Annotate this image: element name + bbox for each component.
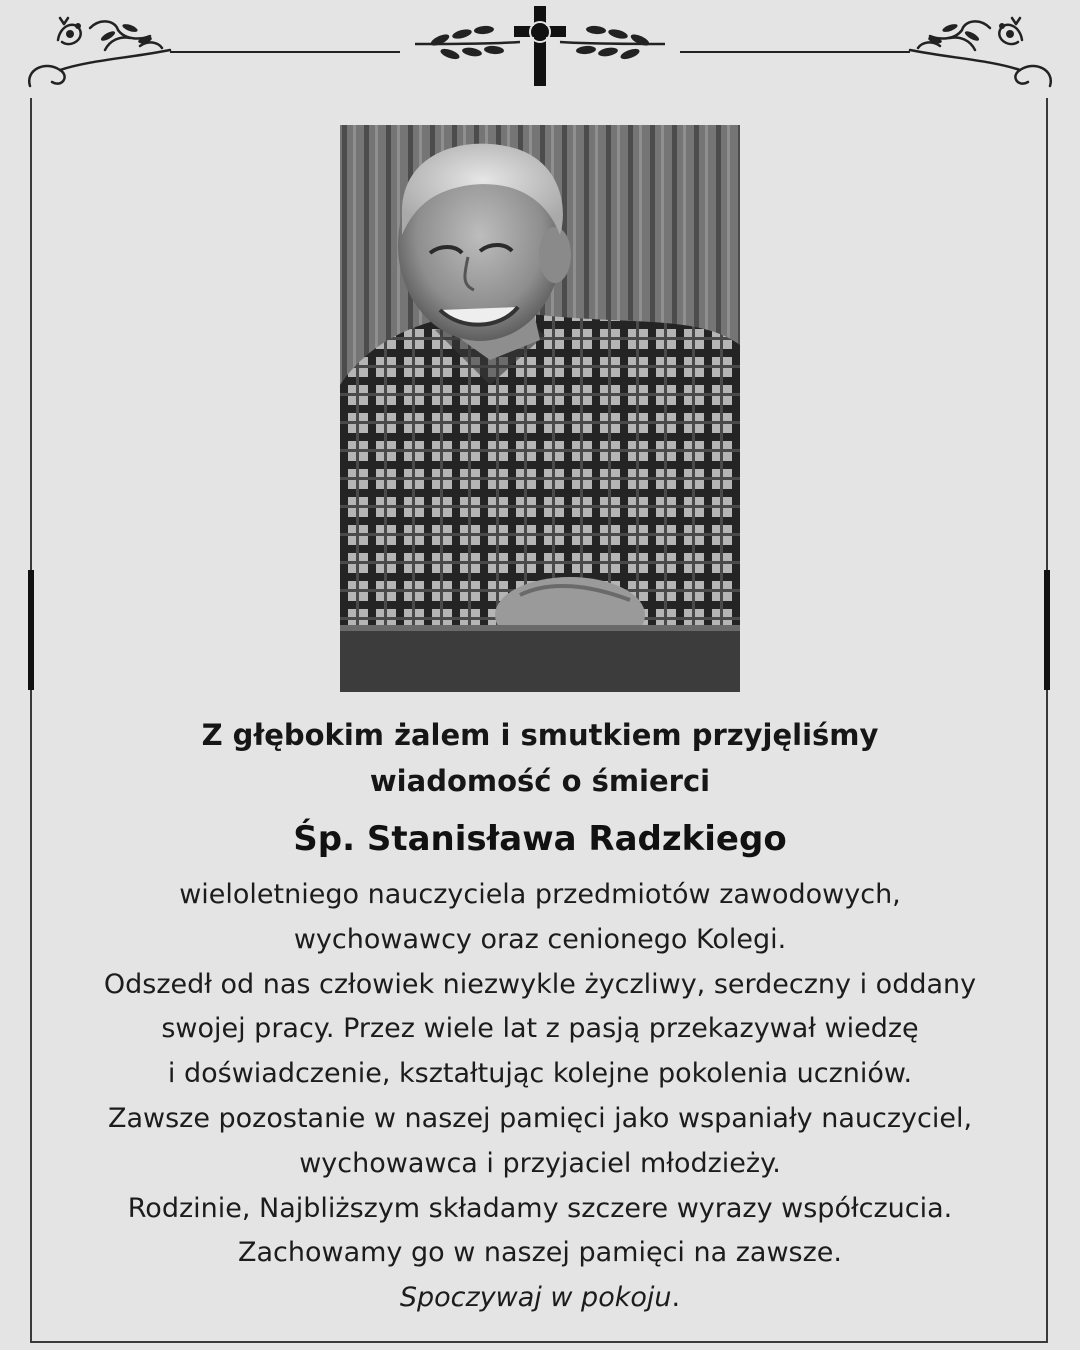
deceased-name: Śp. Stanisława Radzkiego <box>293 819 787 859</box>
body-line: wychowawcy oraz cenionego Kolegi. <box>293 923 787 955</box>
frame-left-accent <box>28 570 34 690</box>
closing-phrase: Spoczywaj w pokoju <box>399 1282 672 1314</box>
frame-bottom-border <box>30 1341 1048 1343</box>
portrait-photo <box>340 125 740 692</box>
cross-with-laurel-icon <box>415 6 665 86</box>
body-line: Rodzinie, Najbliższym składamy szczere wyrazy współczucia. <box>127 1192 953 1224</box>
body-line: i doświadczenie, kształtując kolejne pokolenia uczniów. <box>167 1058 913 1090</box>
headline-line-2: wiadomość o śmierci <box>369 764 711 798</box>
headline-line-1: Z głębokim żalem i smutkiem przyjęliśmy <box>201 718 879 752</box>
left-floral-flourish-icon <box>29 18 170 86</box>
right-floral-flourish-icon <box>910 18 1051 86</box>
closing-line <box>40 1276 1040 1321</box>
body-line: wieloletniego nauczyciela przedmiotów zawodowych, <box>179 879 901 910</box>
obituary-body <box>40 873 1040 1321</box>
top-ornament <box>0 0 1080 110</box>
body-line: Zawsze pozostanie w naszej pamięci jako wspaniały nauczyciel, <box>107 1102 973 1134</box>
body-line: wychowawca i przyjaciel młodzieży. <box>299 1147 781 1179</box>
body-line: Odszedł od nas człowiek niezwykle życzliwy, serdeczny i oddany <box>103 968 977 1000</box>
frame-right-accent <box>1044 570 1050 690</box>
body-line: Zachowamy go w naszej pamięci na zawsze. <box>237 1237 842 1269</box>
body-line: swojej pracy. Przez wiele lat z pasją przekazywał wiedzę <box>161 1013 919 1045</box>
closing-punct: . <box>671 1282 681 1314</box>
